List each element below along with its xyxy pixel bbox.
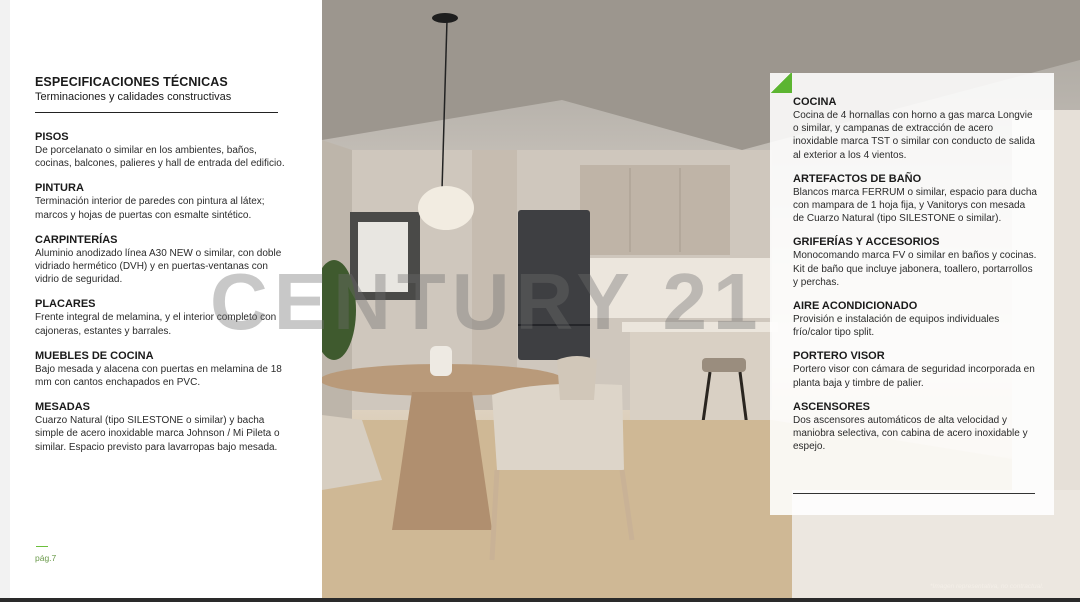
- bottom-border: [0, 598, 1080, 602]
- section-text: Portero visor con cámara de seguridad incorporada en planta baja y timbre de palier.: [793, 364, 1035, 389]
- spec-section-griferias: [793, 236, 1037, 289]
- section-text: Cuarzo Natural (tipo SILESTONE o similar) y bacha simple de acero inoxidable marca Johnson / Mi Pileta o similar. Espacio previsto para lavarropas bajo mesada.: [35, 415, 280, 453]
- section-heading: COCINA: [793, 96, 837, 108]
- watermark: CENTURY 21: [210, 257, 764, 346]
- dining-chair: [492, 384, 624, 470]
- section-heading: ARTEFACTOS DE BAÑO: [793, 172, 922, 185]
- section-text: Terminación interior de paredes con pintura al látex; marcos y hojas de puertas con esmalte sintético.: [35, 196, 265, 221]
- section-text: Monocomando marca FV o similar en baños y cocinas. Kit de baño que incluye jabonera, toallero, portarrollos y perchas.: [793, 250, 1037, 288]
- section-heading: PINTURA: [35, 182, 84, 195]
- section-heading: AIRE ACONDICIONADO: [793, 300, 918, 313]
- dining-chair: [557, 356, 597, 400]
- section-heading: CARPINTERÍAS: [35, 233, 118, 246]
- spec-section-cocina: [793, 96, 1037, 162]
- section-text: Frente integral de melamina, y el interior completo con cajoneras, estantes y barrales.: [35, 312, 277, 337]
- spec-section-aire-acondicionado: [793, 300, 1037, 339]
- pendant-shade: [418, 186, 474, 230]
- section-text: Bajo mesada y alacena con puertas en melamina de 18 mm con cantos enchapados en PVC.: [35, 363, 282, 389]
- spec-section-pisos: [35, 131, 285, 170]
- panel-divider: [793, 493, 1035, 494]
- spec-subtitle: Terminaciones y calidades constructivas: [35, 91, 232, 103]
- pendant-canopy: [432, 13, 458, 23]
- section-heading: PLACARES: [35, 298, 96, 311]
- spec-section-muebles-de-cocina: [35, 350, 285, 389]
- section-text: Provisión e instalación de equipos individuales frío/calor tipo split.: [793, 314, 1000, 339]
- section-text: Blancos marca FERRUM o similar, espacio para ducha con mampara de 1 hoja fija, y Vanitorys con mesada de Cuarzo Natural (tipo SILESTONE o similar).: [793, 186, 1037, 225]
- section-heading: PORTERO VISOR: [793, 350, 885, 363]
- spec-title: ESPECIFICACIONES TÉCNICAS: [35, 75, 228, 89]
- section-heading: ASCENSORES: [793, 400, 871, 413]
- green-corner-accent: [770, 73, 792, 93]
- page-number-accent: [36, 546, 48, 547]
- spec-section-mesadas: [35, 401, 285, 454]
- stool-seat: [702, 358, 746, 372]
- title-divider: [35, 112, 278, 113]
- section-text: Dos ascensores automáticos de alta velocidad y maniobra selectiva, con cabina de acero inoxidable y espejo.: [793, 414, 1028, 453]
- page-edge: [0, 0, 10, 602]
- vase: [430, 346, 452, 376]
- spec-section-pintura: [35, 182, 285, 221]
- spec-section-ascensores: [793, 401, 1037, 454]
- section-heading: MUEBLES DE COCINA: [35, 349, 154, 362]
- section-text: Aluminio anodizado línea A30 NEW o similar, con doble vidriado hermético (DVH) y en puertas-ventanas con vidrio de seguridad.: [35, 247, 282, 286]
- section-text: De porcelanato o similar en los ambientes, baños, cocinas, balcones, palieres y hall de entrada del edificio.: [35, 145, 285, 170]
- upper-cabinets: [580, 165, 730, 255]
- dining-table-base: [392, 392, 492, 530]
- image-disclaimer: *Imagen representativa, no contractual.: [930, 583, 1044, 590]
- section-text: Cocina de 4 hornallas con horno a gas marca Longvie o similar, y campanas de extracción de acero inoxidable marca TST o similar con conducto de salida al exterior a los 4 vientos.: [793, 110, 1035, 161]
- section-heading: GRIFERÍAS Y ACCESORIOS: [793, 236, 940, 249]
- spec-section-portero-visor: [793, 350, 1037, 389]
- page-number: pág.7: [35, 553, 57, 563]
- right-spec-list: [793, 96, 1037, 464]
- section-heading: MESADAS: [35, 401, 91, 414]
- section-heading: PISOS: [35, 131, 69, 143]
- spec-section-artefactos-de-bano: [793, 173, 1037, 226]
